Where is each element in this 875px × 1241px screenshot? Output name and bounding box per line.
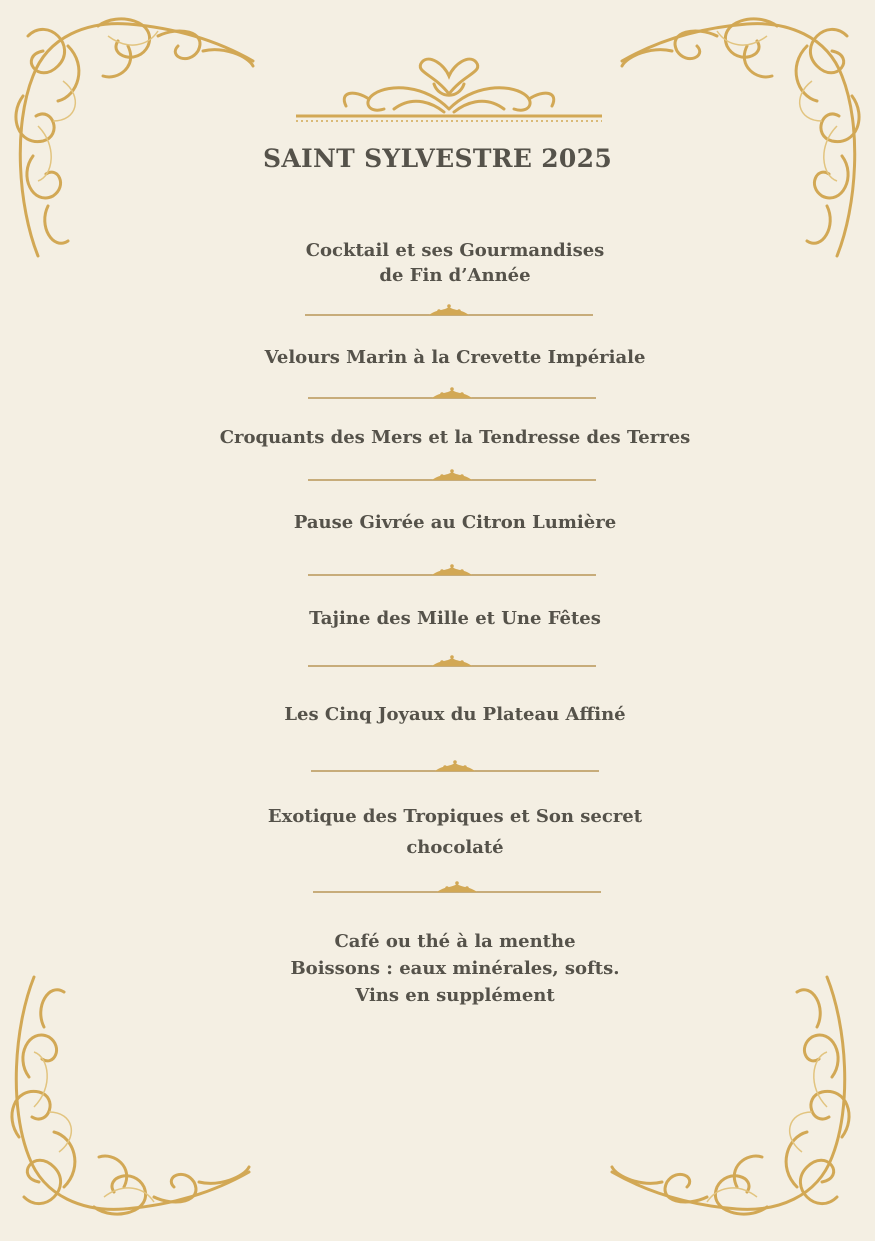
course-line: Croquants des Mers et la Tendresse des Terres — [219, 427, 691, 448]
crown-divider-icon — [313, 880, 605, 896]
course-line: Les Cinq Joyaux du Plateau Affiné — [284, 704, 626, 725]
course-item — [0, 510, 875, 535]
menu-title: SAINT SYLVESTRE 2025 — [262, 144, 613, 173]
course-line: de Fin d’Année — [379, 265, 531, 286]
course-line: Tajine des Mille et Une Fêtes — [309, 608, 601, 629]
crown-divider-icon — [311, 759, 603, 775]
course-item — [0, 238, 875, 288]
filigree-corner-icon — [8, 6, 268, 276]
crown-divider-icon — [308, 654, 600, 670]
crown-crest-icon — [294, 54, 604, 126]
course-item — [0, 606, 875, 631]
course-line: Pause Givrée au Citron Lumière — [293, 512, 617, 533]
course-line: Café ou thé à la menthe — [334, 931, 576, 952]
course-item — [0, 345, 875, 370]
crown-divider-icon — [305, 303, 597, 319]
course-line: Vins en supplément — [355, 985, 555, 1006]
crown-divider-icon — [308, 386, 600, 402]
course-line: Boissons : eaux minérales, softs. — [290, 958, 620, 979]
course-item — [0, 702, 875, 727]
course-line: Velours Marin à la Crevette Impériale — [264, 347, 646, 368]
filigree-corner-icon — [607, 6, 867, 276]
course-item — [0, 801, 875, 863]
course-item — [0, 425, 875, 450]
course-line: chocolaté — [406, 837, 504, 858]
course-line: Cocktail et ses Gourmandises — [305, 240, 605, 261]
course-line: Exotique des Tropiques et Son secret — [267, 806, 643, 827]
crown-divider-icon — [308, 468, 600, 484]
course-item — [0, 928, 875, 1009]
crown-divider-icon — [308, 563, 600, 579]
